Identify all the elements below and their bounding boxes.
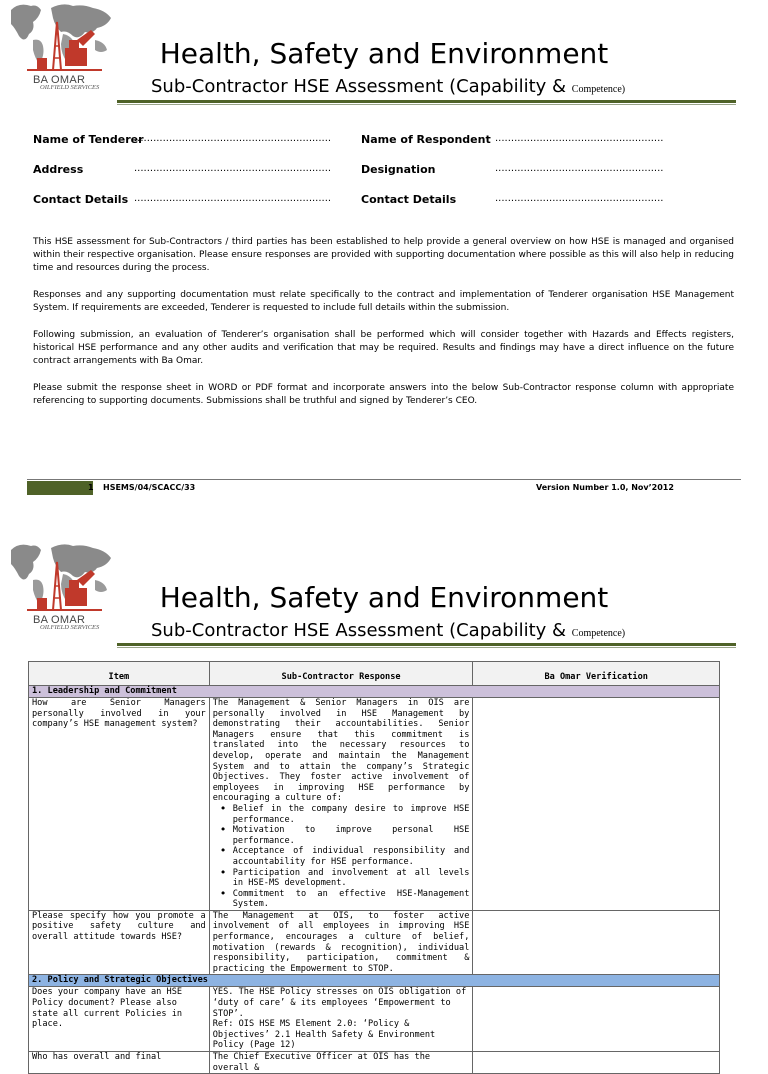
subtitle-small: Competence)	[571, 84, 626, 95]
list-item: • Acceptance of individual responsibility and accountability for HSE performance.	[233, 846, 470, 867]
page-subtitle-2	[151, 620, 625, 641]
question-cell: Does your company have an HSE Policy document? Please also state all current Policies in place.	[29, 987, 210, 1052]
list-item: • Belief in the company desire to improve HSE performance.	[233, 804, 470, 825]
contact-details-field[interactable]: ..............................................................	[134, 193, 332, 204]
table-row	[29, 698, 720, 911]
item-column-header: Item	[29, 662, 210, 686]
logo-name: BA OMAR	[33, 614, 86, 626]
section-leadership: 1. Leadership and Commitment	[29, 686, 720, 698]
address-label: Address	[33, 163, 84, 176]
page-title: Health, Safety and Environment	[159, 37, 609, 70]
logo-name: BA OMAR	[33, 74, 86, 86]
subtitle-main: Sub-Contractor HSE Assessment (Capability &	[151, 76, 572, 97]
list-item: • Commitment to an effective HSE-Management System.	[233, 889, 470, 910]
response-cell[interactable]: The Management at OIS, to foster active involvement of all employees in improving HSE performance, encourages a culture of belief, motivation (rewards & recognition), individual responsibility, participation, commitment & practicing the Empowerment to STOP.	[209, 910, 473, 975]
section-header-row	[29, 686, 720, 698]
respondent-name-field[interactable]: .....................................................	[495, 133, 664, 144]
document-page-1	[0, 0, 768, 520]
subtitle-small: Competence)	[571, 628, 626, 639]
logo-subtitle: OILFIELD SERVICES	[40, 624, 100, 631]
designation-label: Designation	[361, 163, 436, 176]
section-policy: 2. Policy and Strategic Objectives	[29, 975, 720, 987]
response-bullet-list	[233, 804, 470, 910]
tenderer-name-label: Name of Tenderer	[33, 133, 144, 146]
table-header-row	[29, 662, 720, 686]
page-number: 1	[88, 483, 94, 492]
response-column-header: Sub-Contractor Response	[209, 662, 473, 686]
verification-cell[interactable]	[473, 698, 720, 911]
footer-rule	[27, 479, 741, 480]
response-cell[interactable]: YES. The HSE Policy stresses on OIS obligation of ‘duty of care’ & its employees ‘Empowerment to STOP’. Ref: OIS HSE MS Element 2.0: ‘Policy & Objectives’ 2.1 Health Safety & Environment Policy (Page 12)	[209, 987, 473, 1052]
verification-cell[interactable]	[473, 1052, 720, 1074]
page-title-2: Health, Safety and Environment	[159, 581, 609, 614]
intro-paragraph: This HSE assessment for Sub-Contractors / third parties has been established to help provide a general overview on how HSE is managed and organised within their respective organisation. Please ensure responses are provided with supporting documentation where possible as this will also help in reducing time and resources during the process.	[33, 237, 734, 273]
designation-field[interactable]: .....................................................	[495, 163, 664, 174]
table-row	[29, 987, 720, 1052]
question-cell: Who has overall and final	[29, 1052, 210, 1074]
respondent-name-label: Name of Respondent	[361, 133, 491, 146]
header-rule-thin	[117, 104, 736, 105]
evaluation-paragraph: Following submission, an evaluation of Tenderer’s organisation shall be performed which will consider together with Hazards and Effects registers, historical HSE performance and any other audits and verification that may be required. Results and findings may have a direct influence on the future contract arrangements with Ba Omar.	[33, 330, 734, 366]
address-field[interactable]: ..............................................................	[134, 163, 332, 174]
requirements-paragraph: Responses and any supporting documentation must relate specifically to the contract and implementation of Tenderer organisation HSE Management System. If requirements are exceeded, Tenderer is requested to include full details within the submission.	[33, 290, 734, 313]
page-subtitle	[151, 76, 625, 97]
question-cell: Please specify how you promote a positive safety culture and overall attitude towards HSE?	[29, 910, 210, 975]
submission-paragraph: Please submit the response sheet in WORD or PDF format and incorporate answers into the below Sub-Contractor response column with appropriate referencing to supporting documents. Submissions shall be truthful and signed by Tenderer’s CEO.	[33, 383, 734, 406]
section-header-row	[29, 975, 720, 987]
respondent-contact-field[interactable]: .....................................................	[495, 193, 664, 204]
list-item: • Motivation to improve personal HSE performance.	[233, 825, 470, 846]
table-row	[29, 1052, 720, 1074]
question-cell: How are Senior Managers personally involved in your company’s HSE management system?	[29, 698, 210, 911]
document-code: HSEMS/04/SCACC/33	[103, 483, 196, 492]
header-rule-thin-2	[117, 647, 736, 648]
verification-cell[interactable]	[473, 987, 720, 1052]
response-cell[interactable]: The Chief Executive Officer at OIS has the overall &	[209, 1052, 473, 1074]
contact-details-label: Contact Details	[33, 193, 129, 206]
response-intro: The Management & Senior Managers in OIS are personally involved in HSE Management by demonstrating their accountabilities. Senior Managers ensure that this commitment is translated into the necessary resources to develop, operate and maintain the Management System and to attain the company’s Strategic Objectives. They foster active involvement of employees in improving HSE performance by encouraging a culture of:	[212, 698, 470, 804]
list-item: • Participation and involvement at all levels in HSE-MS development.	[233, 868, 470, 889]
logo-subtitle: OILFIELD SERVICES	[40, 84, 100, 91]
verification-cell[interactable]	[473, 910, 720, 975]
version-number: Version Number 1.0, Nov’2012	[536, 483, 674, 492]
tenderer-name-field[interactable]: ..............................................................	[134, 133, 332, 144]
response-cell[interactable]	[209, 698, 473, 911]
footer-accent-bar	[27, 481, 93, 495]
respondent-contact-label: Contact Details	[361, 193, 457, 206]
header-rule-2	[117, 643, 736, 646]
header-rule	[117, 100, 736, 103]
table-row	[29, 910, 720, 975]
verification-column-header: Ba Omar Verification	[473, 662, 720, 686]
document-page-2	[0, 540, 768, 1073]
subtitle-main: Sub-Contractor HSE Assessment (Capability &	[151, 620, 572, 641]
assessment-table	[28, 661, 720, 1074]
